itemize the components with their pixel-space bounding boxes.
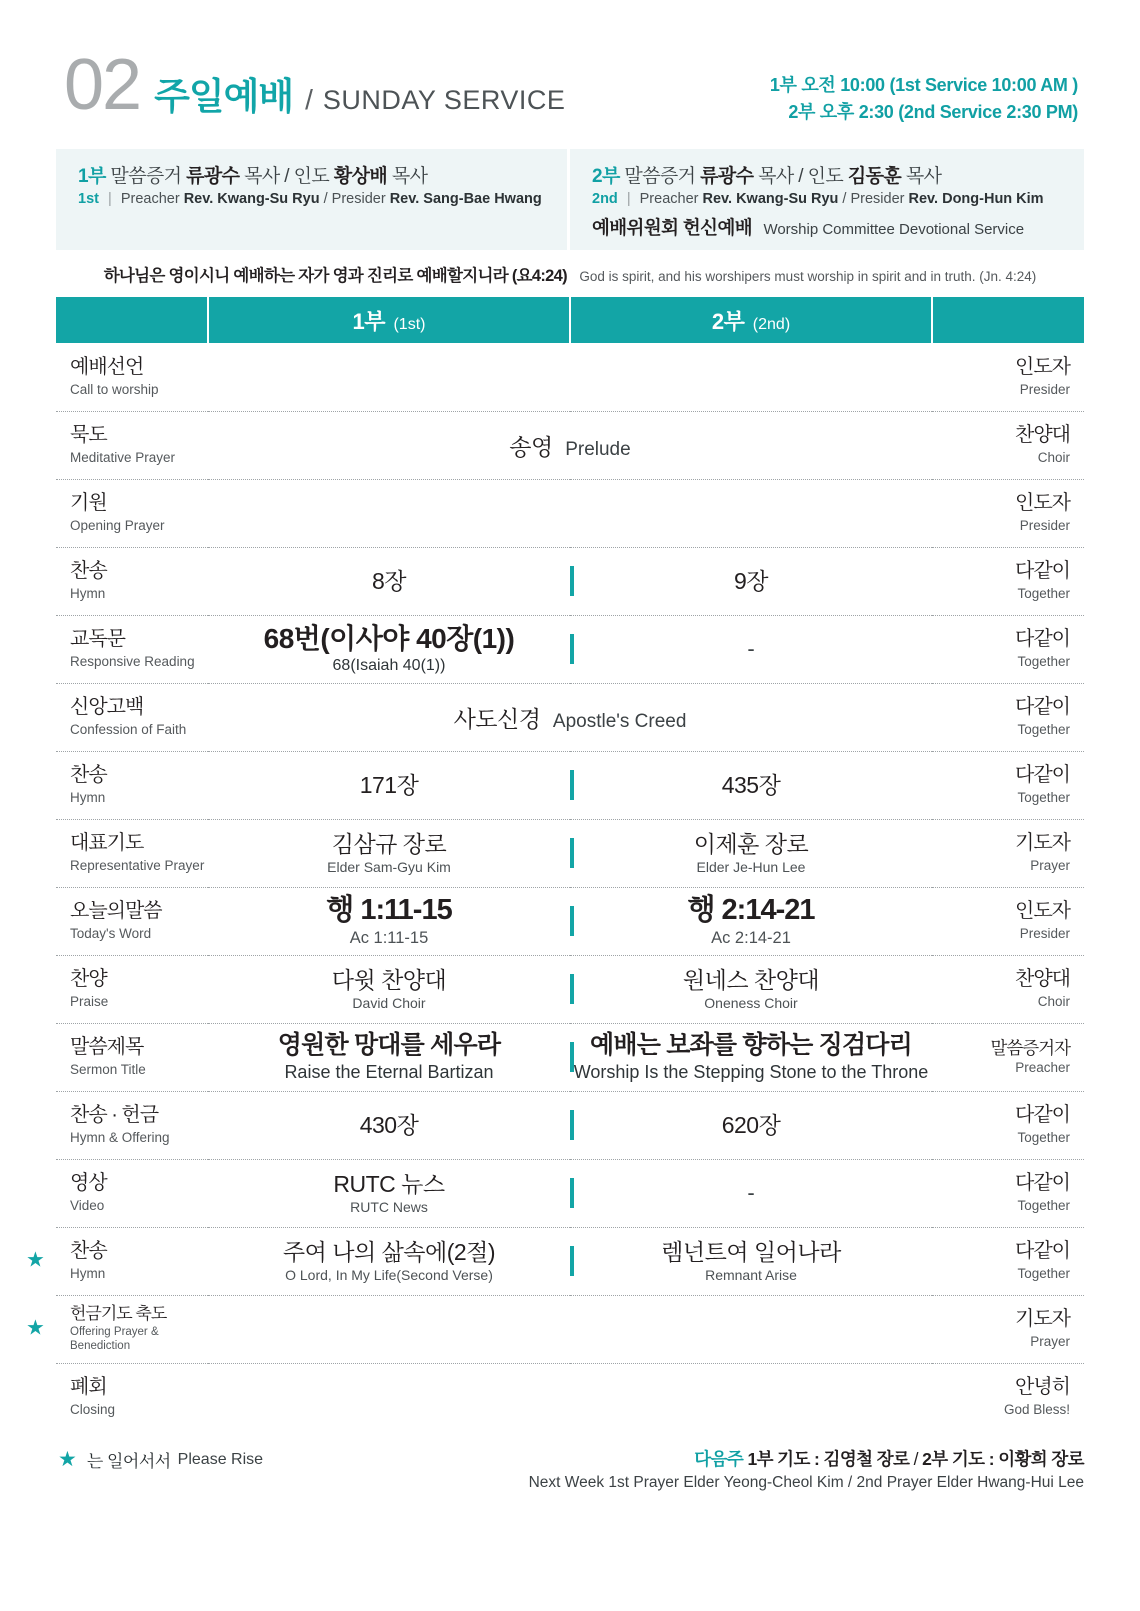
row-item-label <box>56 696 208 738</box>
row-participant-ko: 기도자 <box>1015 832 1070 855</box>
second-preach-label-en: Preacher <box>639 191 699 207</box>
row-item-cell <box>56 683 208 751</box>
row-participant-en: Together <box>1017 1129 1070 1145</box>
second-part-label-en: 2nd <box>592 191 618 207</box>
row-item-ko: 찬송 <box>70 764 107 787</box>
row-second-ko: - <box>747 1180 755 1206</box>
row-first-ko: RUTC 뉴스 <box>333 1170 445 1197</box>
page-footer <box>56 1447 1084 1495</box>
second-service-line-ko <box>592 161 1068 188</box>
row-first-cell <box>208 343 570 411</box>
second-presider-label-ko: 인도 <box>807 166 844 187</box>
first-preach-label-en: Preacher <box>120 191 180 207</box>
row-participant-en: Together <box>1017 721 1070 737</box>
row-span-cell <box>208 411 932 479</box>
service-times <box>770 54 1078 126</box>
row-participant-en: Presider <box>1019 517 1070 533</box>
verse-english: God is spirit, and his worshipers must worship in spirit and in truth. (Jn. 4:24) <box>579 269 1037 284</box>
row-second-cell <box>570 887 932 955</box>
row-participant-label <box>932 1172 1084 1214</box>
table-row <box>56 1023 1084 1091</box>
row-participant-en: Together <box>1017 1197 1070 1213</box>
row-participant-label <box>932 356 1084 398</box>
row-second-ko: 예배는 보좌를 향하는 징검다리 <box>590 1031 912 1060</box>
page-header <box>56 46 1084 126</box>
row-participant-ko: 찬양대 <box>1015 424 1070 447</box>
table-head <box>56 297 1084 343</box>
row-participant-ko: 다같이 <box>1015 1240 1070 1263</box>
row-second-ko: 원네스 찬양대 <box>682 966 820 993</box>
row-participant-cell <box>932 1227 1084 1295</box>
service-info-first <box>56 149 570 250</box>
row-span-ko: 송영 <box>509 433 553 460</box>
row-participant-label <box>932 1376 1084 1418</box>
devotional-service-en: Worship Committee Devotional Service <box>763 221 1025 238</box>
row-item-en: Opening Prayer <box>70 517 165 533</box>
table-row <box>56 819 1084 887</box>
section-number: 02 <box>64 45 141 125</box>
row-participant-label <box>932 492 1084 534</box>
row-item-cell <box>56 887 208 955</box>
row-participant-ko: 기도자 <box>1015 1308 1070 1331</box>
row-item-cell <box>56 1091 208 1159</box>
row-item-label <box>56 900 208 942</box>
row-participant-label <box>932 900 1084 942</box>
table-row <box>56 1091 1084 1159</box>
row-second-cell <box>570 1295 932 1363</box>
column-header-participant <box>932 297 1084 343</box>
row-item-label <box>56 1304 208 1353</box>
second-presider-ko: 김동훈 <box>847 166 902 187</box>
next-week-second-ko: 2부 기도 : 이황희 장로 <box>922 1449 1084 1469</box>
row-second-ko: 행 2:14-21 <box>687 893 815 926</box>
row-first-en: David Choir <box>352 995 426 1012</box>
row-item-en: Representative Prayer <box>70 857 205 873</box>
second-preacher-ko: 류광수 <box>700 166 754 187</box>
row-item-en: Hymn <box>70 789 106 805</box>
row-second-ko: 9장 <box>733 567 768 594</box>
row-participant-en: Together <box>1017 653 1070 669</box>
row-item-label <box>56 1172 208 1214</box>
first-presider-label-en: Presider <box>331 191 386 207</box>
row-second-ko: 렘넌트여 일어나라 <box>661 1238 841 1265</box>
column-header-item <box>56 297 208 343</box>
second-preacher-en: Rev. Kwang-Su Ryu <box>702 191 839 207</box>
row-second-cell <box>570 819 932 887</box>
row-participant-cell <box>932 1295 1084 1363</box>
row-item-cell <box>26 1227 208 1295</box>
row-participant-cell <box>932 1091 1084 1159</box>
row-item-en: Hymn <box>70 1265 106 1281</box>
row-first-cell <box>208 615 570 683</box>
column-header-second-en: (2nd) <box>752 315 791 333</box>
row-first-en: Ac 1:11-15 <box>349 929 429 948</box>
row-second-ko: - <box>747 636 755 662</box>
row-participant-ko: 말씀증거자 <box>990 1037 1070 1058</box>
row-span-en: Prelude <box>565 438 631 460</box>
row-participant-cell <box>932 411 1084 479</box>
row-first-cell <box>208 1227 570 1295</box>
row-second-en: Ac 2:14-21 <box>711 929 791 948</box>
row-participant-ko: 다같이 <box>1015 1172 1070 1195</box>
row-participant-en: Presider <box>1019 925 1070 941</box>
service-info-second <box>570 149 1084 250</box>
row-participant-cell <box>932 615 1084 683</box>
row-participant-label <box>932 1240 1084 1282</box>
next-week-label-ko: 다음주 <box>694 1449 744 1469</box>
row-item-ko: 신앙고백 <box>70 696 144 719</box>
row-item-label <box>56 424 208 466</box>
legend-label-ko: 는 일어서서 <box>86 1452 171 1471</box>
second-part-label-ko: 2부 <box>592 166 620 187</box>
second-slash-en: / <box>842 191 847 207</box>
row-first-cell <box>208 751 570 819</box>
row-second-cell <box>570 479 932 547</box>
row-item-label <box>56 1036 208 1078</box>
row-first-cell <box>208 1295 570 1363</box>
row-participant-en: Prayer <box>1030 857 1070 873</box>
row-second-cell <box>570 343 932 411</box>
second-service-line-en <box>592 191 1068 207</box>
row-participant-ko: 인도자 <box>1015 492 1070 515</box>
row-first-ko: 영원한 망대를 세우라 <box>277 1031 501 1060</box>
first-slash: / <box>284 166 289 187</box>
row-item-ko: 대표기도 <box>70 832 144 855</box>
column-header-second-service <box>570 297 932 343</box>
row-item-cell <box>56 1159 208 1227</box>
row-second-cell <box>570 751 932 819</box>
row-second-en: Oneness Choir <box>704 995 798 1012</box>
order-of-worship-table <box>26 297 1084 1431</box>
row-item-label <box>56 832 208 874</box>
row-second-cell <box>570 1023 932 1091</box>
row-first-cell <box>208 955 570 1023</box>
title-separator: / <box>305 84 313 115</box>
row-second-cell <box>570 955 932 1023</box>
row-item-ko: 찬송 <box>70 1240 107 1263</box>
row-participant-en: Together <box>1017 1265 1070 1281</box>
legend <box>58 1447 263 1472</box>
row-participant-label <box>932 560 1084 602</box>
next-week-first-ko: 1부 기도 : 김영철 장로 <box>747 1449 910 1469</box>
row-first-ko: 430장 <box>359 1111 419 1138</box>
row-item-cell <box>56 479 208 547</box>
first-preach-label-ko: 말씀증거 <box>110 166 182 187</box>
row-participant-en: Together <box>1017 585 1070 601</box>
first-presider-en: Rev. Sang-Bae Hwang <box>389 191 542 207</box>
row-participant-ko: 다같이 <box>1015 628 1070 651</box>
row-item-label <box>56 1240 208 1282</box>
row-second-ko: 620장 <box>721 1111 781 1138</box>
row-item-cell <box>56 547 208 615</box>
second-preach-label-ko: 말씀증거 <box>624 166 696 187</box>
verse-korean: 하나님은 영이시니 예배하는 자가 영과 진리로 예배할지니라 (요4:24) <box>103 267 567 285</box>
row-participant-en: Presider <box>1019 381 1070 397</box>
row-participant-label <box>932 832 1084 874</box>
row-item-ko: 교독문 <box>70 628 125 651</box>
row-item-ko: 말씀제목 <box>70 1036 144 1059</box>
row-first-cell <box>208 547 570 615</box>
row-item-ko: 찬양 <box>70 968 107 991</box>
scripture-verse <box>56 250 1084 297</box>
row-participant-cell <box>932 343 1084 411</box>
row-item-en: Call to worship <box>70 381 159 397</box>
column-header-first-service <box>208 297 570 343</box>
row-item-ko: 찬송 <box>70 560 107 583</box>
row-item-en: Hymn & Offering <box>70 1129 170 1145</box>
row-participant-cell <box>932 547 1084 615</box>
row-item-ko: 폐회 <box>70 1376 107 1399</box>
row-item-en: Confession of Faith <box>70 721 187 737</box>
first-presider-ko: 황상배 <box>333 166 388 187</box>
row-participant-label <box>932 696 1084 738</box>
row-participant-label <box>932 628 1084 670</box>
column-header-second-ko: 2부 <box>711 308 745 334</box>
table-row <box>56 615 1084 683</box>
row-participant-en: Prayer <box>1030 1333 1070 1349</box>
first-part-label-ko: 1부 <box>78 166 106 187</box>
page-title <box>64 45 566 125</box>
row-span-ko: 사도신경 <box>453 705 541 732</box>
row-item-cell <box>56 411 208 479</box>
table-row <box>56 887 1084 955</box>
next-week-slash: / <box>913 1449 918 1469</box>
row-second-en: Remnant Arise <box>705 1267 797 1284</box>
row-participant-ko: 다같이 <box>1015 1104 1070 1127</box>
row-participant-en: Choir <box>1037 993 1070 1009</box>
row-participant-ko: 다같이 <box>1015 560 1070 583</box>
divider-pipe-icon: | <box>108 191 112 207</box>
second-presider-label-en: Presider <box>850 191 905 207</box>
row-item-en: Today's Word <box>70 925 152 941</box>
first-preacher-title-ko: 목사 <box>244 166 280 187</box>
service-info-box <box>56 148 1084 250</box>
first-slash-en: / <box>323 191 328 207</box>
table-body <box>26 343 1084 1431</box>
row-first-ko: 8장 <box>371 567 406 594</box>
second-slash: / <box>798 166 803 187</box>
second-presider-en: Rev. Dong-Hun Kim <box>908 191 1044 207</box>
row-participant-cell <box>932 1363 1084 1431</box>
row-item-ko: 묵도 <box>70 424 107 447</box>
row-item-en: Responsive Reading <box>70 653 195 669</box>
row-item-cell <box>56 1363 208 1431</box>
first-part-label-en: 1st <box>78 191 99 207</box>
next-week-line-en: Next Week 1st Prayer Elder Yeong-Cheol Kim / 2nd Prayer Elder Hwang-Hui Lee <box>528 1474 1084 1492</box>
row-item-en: Sermon Title <box>70 1061 146 1077</box>
legend-star-icon: ★ <box>58 1448 77 1471</box>
row-item-label <box>56 356 208 398</box>
row-participant-en: Together <box>1017 789 1070 805</box>
table-row <box>56 683 1084 751</box>
table-row <box>56 955 1084 1023</box>
row-participant-cell <box>932 887 1084 955</box>
row-item-cell <box>26 1295 208 1363</box>
row-second-cell <box>570 1363 932 1431</box>
row-participant-cell <box>932 819 1084 887</box>
row-item-ko: 헌금기도 축도 <box>70 1304 167 1324</box>
table-row <box>56 411 1084 479</box>
row-first-cell <box>208 887 570 955</box>
row-participant-label <box>932 1308 1084 1350</box>
row-participant-label <box>932 1038 1084 1077</box>
row-participant-label <box>932 1104 1084 1146</box>
row-participant-cell <box>932 955 1084 1023</box>
row-item-ko: 영상 <box>70 1172 107 1195</box>
row-item-label <box>56 764 208 806</box>
row-first-cell <box>208 1091 570 1159</box>
row-participant-label <box>932 968 1084 1010</box>
row-second-cell <box>570 1227 932 1295</box>
table-header-row <box>56 297 1084 343</box>
service-time-first-ko: 1부 오전 10:00 <box>769 75 885 95</box>
row-participant-ko: 인도자 <box>1015 355 1070 378</box>
row-item-ko: 오늘의말씀 <box>70 900 162 923</box>
row-participant-ko: 인도자 <box>1015 900 1070 923</box>
table-row <box>56 751 1084 819</box>
next-week-prayer <box>529 1447 1084 1495</box>
row-item-label <box>56 1376 208 1418</box>
row-participant-cell <box>932 479 1084 547</box>
devotional-service-ko: 예배위원회 헌신예배 <box>592 217 752 238</box>
table-row <box>56 479 1084 547</box>
row-item-en: Hymn <box>70 585 106 601</box>
row-participant-cell <box>932 683 1084 751</box>
row-first-en: Raise the Eternal Bartizan <box>284 1062 494 1083</box>
page-title-english: SUNDAY SERVICE <box>322 85 566 115</box>
row-item-ko: 예배선언 <box>70 355 144 378</box>
service-time-second <box>770 99 1078 126</box>
row-participant-cell <box>932 1159 1084 1227</box>
table-row <box>56 1227 1084 1295</box>
service-time-second-ko: 2부 오후 2:30 <box>788 102 894 122</box>
row-second-cell <box>570 547 932 615</box>
row-first-en: Elder Sam-Gyu Kim <box>327 859 451 876</box>
row-first-ko: 주여 나의 삶속에(2절) <box>282 1238 496 1265</box>
row-participant-cell <box>932 1023 1084 1091</box>
row-second-cell <box>570 1091 932 1159</box>
row-span-cell <box>208 683 932 751</box>
row-first-en: RUTC News <box>350 1199 428 1216</box>
row-second-cell <box>570 1159 932 1227</box>
row-second-ko: 이제훈 장로 <box>693 830 809 857</box>
row-first-cell <box>208 1023 570 1091</box>
row-first-en: O Lord, In My Life(Second Verse) <box>285 1267 493 1284</box>
service-time-first <box>770 72 1078 99</box>
row-participant-label <box>932 424 1084 466</box>
service-time-first-en: (1st Service 10:00 AM ) <box>889 75 1078 95</box>
row-first-cell <box>208 1159 570 1227</box>
row-first-ko: 김삼규 장로 <box>331 830 447 857</box>
row-item-label <box>56 1104 208 1146</box>
row-item-en: Meditative Prayer <box>70 449 176 465</box>
first-preacher-en: Rev. Kwang-Su Ryu <box>183 191 320 207</box>
row-first-cell <box>208 479 570 547</box>
row-item-cell <box>56 819 208 887</box>
legend-label-en: Please Rise <box>177 1450 264 1468</box>
row-first-ko: 171장 <box>359 771 419 798</box>
table-row <box>56 1295 1084 1363</box>
row-participant-cell <box>932 751 1084 819</box>
column-header-first-ko: 1부 <box>352 308 386 334</box>
first-service-line-ko <box>78 161 551 188</box>
row-first-cell <box>208 1363 570 1431</box>
second-presider-title-ko: 목사 <box>905 166 942 187</box>
row-item-label <box>56 492 208 534</box>
table-row <box>56 343 1084 411</box>
row-item-cell <box>56 1023 208 1091</box>
row-participant-ko: 다같이 <box>1015 764 1070 787</box>
column-header-first-en: (1st) <box>393 315 426 333</box>
row-item-label <box>56 628 208 670</box>
row-participant-label <box>932 764 1084 806</box>
row-item-cell <box>56 955 208 1023</box>
row-item-en: Video <box>70 1197 105 1213</box>
first-preacher-ko: 류광수 <box>186 166 240 187</box>
row-second-en: Elder Je-Hun Lee <box>696 859 806 876</box>
row-participant-en: Choir <box>1037 449 1070 465</box>
row-first-ko: 68번(이사야 40장(1)) <box>263 622 515 654</box>
next-week-line-ko <box>529 1447 1084 1472</box>
please-rise-star-icon: ★ <box>26 1316 45 1340</box>
row-second-en: Worship Is the Stepping Stone to the Throne <box>573 1062 929 1083</box>
row-second-ko: 435장 <box>721 771 781 798</box>
row-participant-ko: 찬양대 <box>1015 968 1070 991</box>
please-rise-star-icon: ★ <box>26 1248 45 1272</box>
divider-pipe-icon-2: | <box>626 191 631 207</box>
table-row <box>56 1159 1084 1227</box>
table-row <box>56 547 1084 615</box>
page-title-korean: 주일예배 <box>154 76 294 117</box>
row-participant-en: God Bless! <box>1003 1402 1070 1418</box>
first-presider-label-ko: 인도 <box>293 166 330 187</box>
row-item-label <box>56 560 208 602</box>
row-item-en: Closing <box>70 1402 116 1418</box>
first-presider-title-ko: 목사 <box>391 166 428 187</box>
row-first-ko: 다윗 찬양대 <box>331 966 447 993</box>
row-participant-ko: 안녕히 <box>1015 1376 1070 1399</box>
row-item-cell <box>56 615 208 683</box>
first-service-line-en <box>78 191 551 207</box>
row-item-ko: 기원 <box>70 492 107 515</box>
row-first-en: 68(Isaiah 40(1)) <box>332 656 446 674</box>
row-participant-en: Preacher <box>1015 1060 1070 1076</box>
table-row <box>56 1363 1084 1431</box>
service-time-second-en: (2nd Service 2:30 PM) <box>898 102 1078 122</box>
row-first-cell <box>208 819 570 887</box>
row-participant-ko: 다같이 <box>1015 696 1070 719</box>
row-span-en: Apostle's Creed <box>552 710 687 732</box>
row-item-ko: 찬송 · 헌금 <box>70 1104 159 1127</box>
row-item-en: Offering Prayer & Benediction <box>70 1326 159 1353</box>
devotional-service-row <box>592 214 1068 240</box>
row-item-en: Praise <box>70 993 109 1009</box>
second-preacher-title-ko: 목사 <box>758 166 794 187</box>
row-item-cell <box>56 751 208 819</box>
row-item-cell <box>56 343 208 411</box>
row-item-label <box>56 968 208 1010</box>
row-first-ko: 행 1:11-15 <box>326 893 452 926</box>
row-second-cell <box>570 615 932 683</box>
